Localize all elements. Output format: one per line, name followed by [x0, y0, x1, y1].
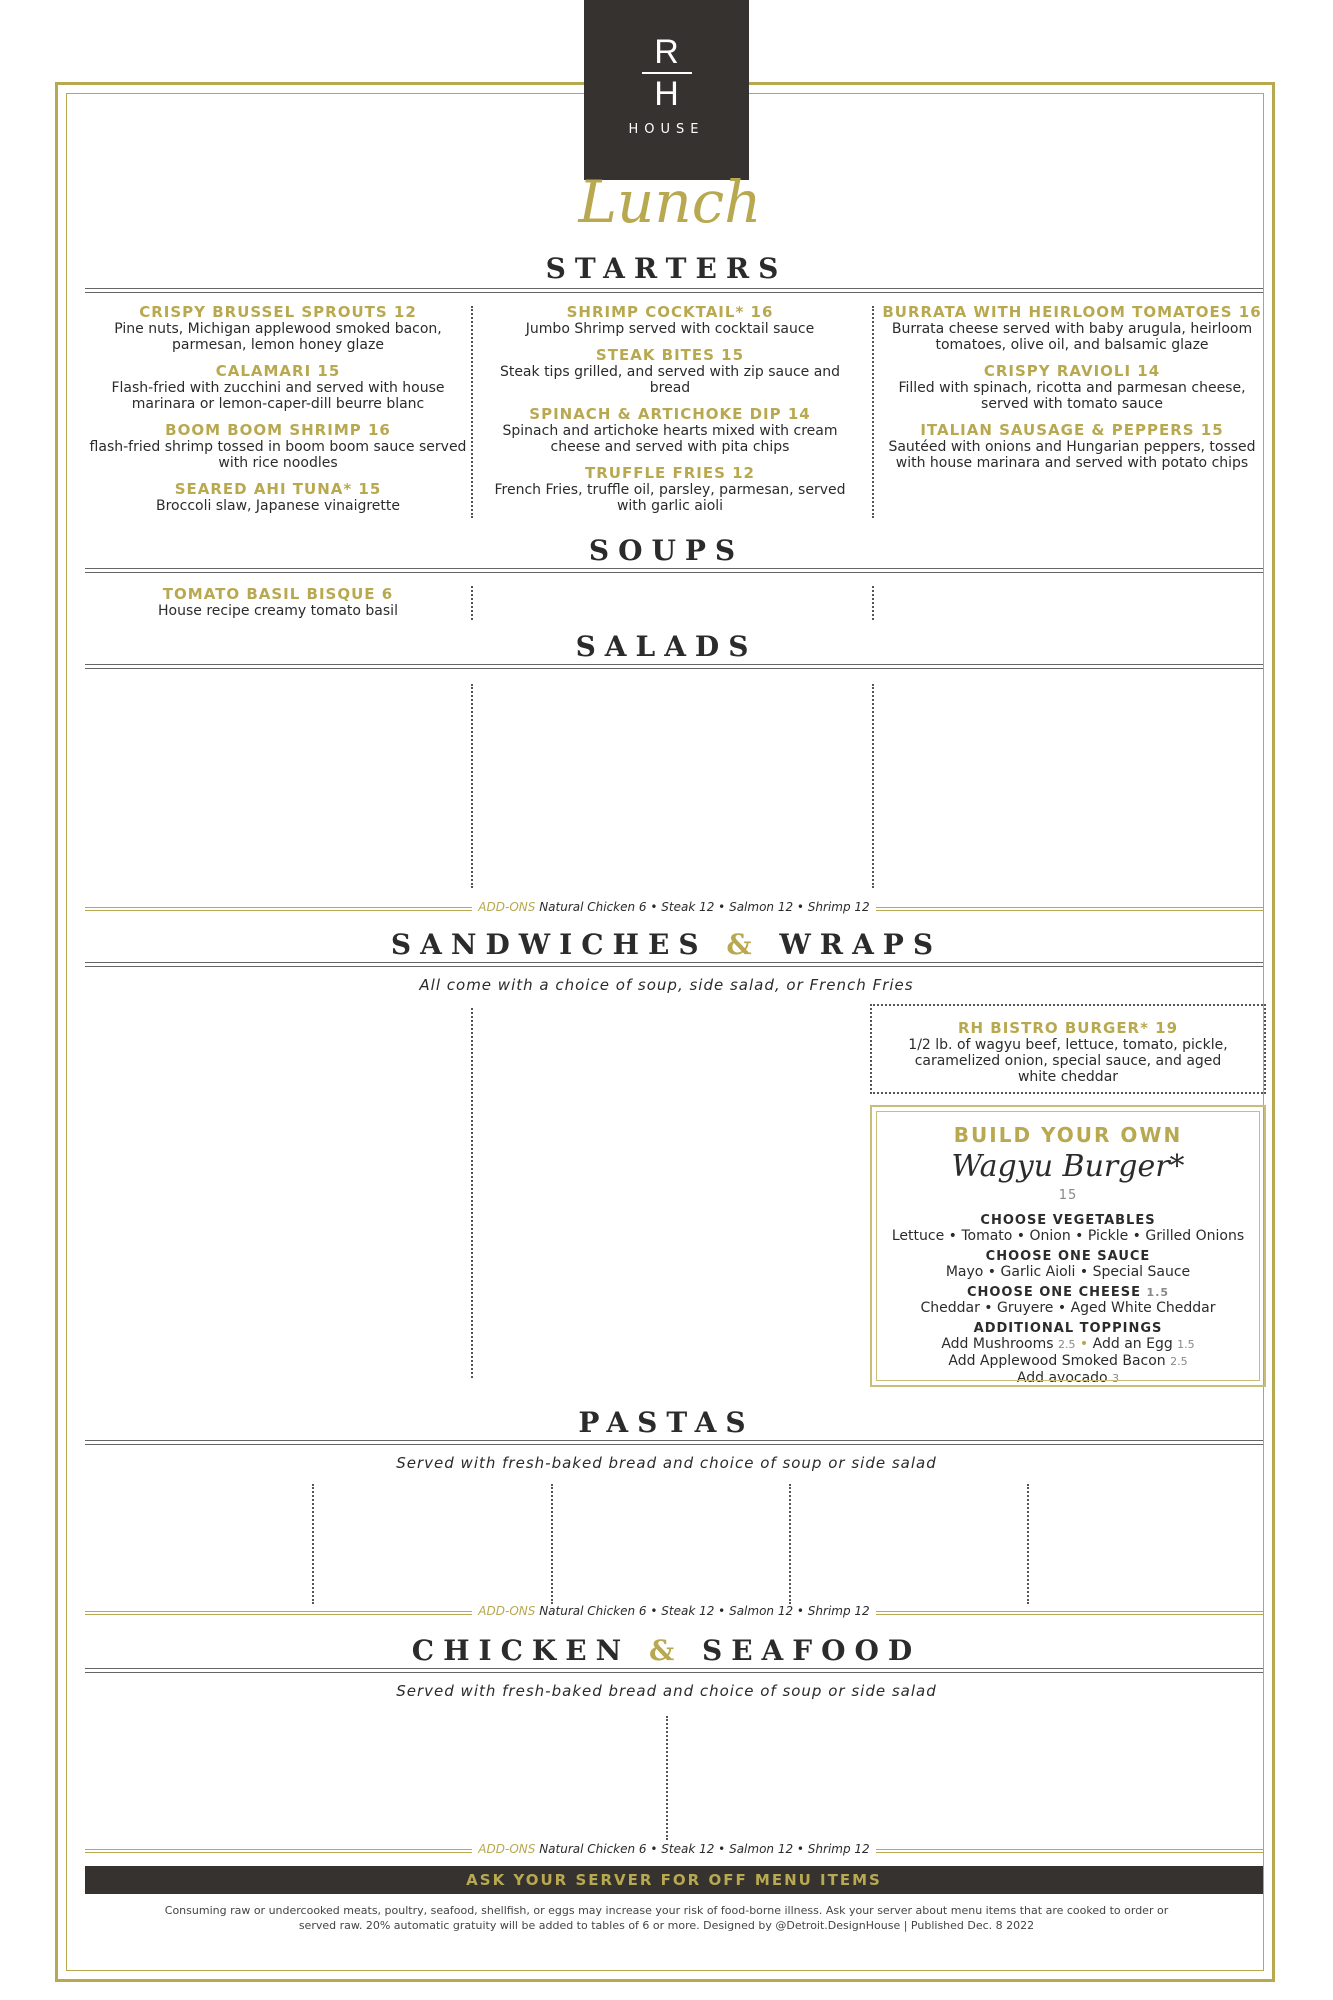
menu-item-desc: Broccoli slaw, Japanese vinaigrette: [156, 498, 400, 514]
column-divider: [471, 684, 473, 888]
byo-veg-heading: CHOOSE VEGETABLES: [980, 1213, 1156, 1228]
section-title-starters: STARTERS: [545, 252, 788, 285]
seafood-word: SEAFOOD: [701, 1634, 922, 1667]
byo-cheese-options: Cheddar • Gruyere • Aged White Cheddar: [920, 1300, 1216, 1316]
column-divider: [312, 1484, 314, 1604]
addons-text: Natural Chicken 6 • Steak 12 • Salmon 12 • Shrimp 12: [539, 1842, 870, 1856]
menu-item: [88, 363, 468, 412]
column-divider: [872, 684, 874, 888]
section-title-soups: SOUPS: [588, 534, 745, 567]
fine-print: Consuming raw or undercooked meats, poultry, seafood, shellfish, or eggs may increase your risk of food-borne illness. Ask your server about menu items that are cooked to order or served raw. 20% automatic gratuity will be added to tables of 6 or more. Designed by @Detroit.DesignHouse | Published Dec. 8 2022: [164, 1904, 1169, 1932]
byo-sauce-options: Mayo • Garlic Aioli • Special Sauce: [945, 1264, 1191, 1280]
byo-topping-line-1: Add Mushrooms 2.5 • Add an Egg 1.5: [941, 1336, 1195, 1352]
menu-item: [88, 481, 468, 514]
section-title-sandwiches: [0, 928, 1333, 961]
addons-text: Natural Chicken 6 • Steak 12 • Salmon 12 • Shrimp 12: [539, 900, 870, 914]
byo-inner-border: [876, 1111, 1260, 1381]
column-divider: [471, 586, 473, 620]
byo-script-title: Wagyu Burger*: [951, 1149, 1185, 1184]
byo-price: 15: [1058, 1188, 1078, 1203]
menu-item-name: BOOM BOOM SHRIMP 16: [165, 421, 391, 439]
byo-cheese-price: 1.5: [1146, 1286, 1170, 1299]
menu-item: [480, 406, 860, 455]
menu-item-desc: Filled with spinach, ricotta and parmesan cheese, served with tomato sauce: [898, 380, 1246, 412]
byo-cheese-heading-text: CHOOSE ONE CHEESE: [966, 1285, 1142, 1300]
menu-item-name: SPINACH & ARTICHOKE DIP 14: [529, 405, 811, 423]
byo-topping: Add avocado: [1016, 1370, 1108, 1386]
menu-item-name: SHRIMP COCKTAIL* 16: [566, 303, 774, 321]
lunch-script-title: Lunch: [578, 168, 762, 236]
column-divider: [471, 1008, 473, 1378]
bistro-burger-box: [870, 1004, 1266, 1094]
menu-item: [88, 422, 468, 471]
menu-item-name: STEAK BITES 15: [595, 346, 745, 364]
menu-item-name: ITALIAN SAUSAGE & PEPPERS 15: [920, 421, 1224, 439]
menu-item: [480, 465, 860, 514]
menu-item: [880, 304, 1264, 353]
menu-item: [880, 422, 1264, 471]
column-divider: [789, 1484, 791, 1604]
column-divider: [551, 1484, 553, 1604]
byo-topping-price: 2.5: [1057, 1338, 1076, 1351]
column-divider: [1027, 1484, 1029, 1604]
ampersand: &: [648, 1634, 684, 1667]
section-rule: [85, 288, 1263, 293]
byo-topping-price: 3: [1112, 1372, 1120, 1385]
menu-item: [880, 363, 1264, 412]
logo-r: R: [654, 33, 679, 71]
byo-topping: Add an Egg: [1092, 1336, 1173, 1352]
chicken-note: Served with fresh-baked bread and choice of soup or side salad: [396, 1682, 937, 1700]
byo-topping: Add Applewood Smoked Bacon: [948, 1353, 1166, 1369]
menu-item-name: BURRATA WITH HEIRLOOM TOMATOES 16: [882, 303, 1262, 321]
menu-item-name: TOMATO BASIL BISQUE 6: [162, 585, 394, 603]
menu-item-desc: Spinach and artichoke hearts mixed with cream cheese and served with pita chips: [502, 423, 838, 455]
section-rule: [85, 1668, 1263, 1673]
menu-item-name: CRISPY RAVIOLI 14: [983, 362, 1161, 380]
addons-label: ADD-ONS: [478, 900, 536, 914]
column-divider: [872, 586, 874, 620]
logo-house: HOUSE: [628, 122, 705, 137]
logo-divider: [642, 72, 692, 74]
starters-column-3: [880, 304, 1264, 481]
menu-item-desc: House recipe creamy tomato basil: [158, 603, 398, 619]
starters-column-1: [88, 304, 468, 524]
section-rule: [85, 568, 1263, 573]
bistro-desc: 1/2 lb. of wagyu beef, lettuce, tomato, pickle, caramelized onion, special sauce, and aged white cheddar: [908, 1037, 1228, 1085]
menu-item-name: TRUFFLE FRIES 12: [584, 464, 755, 482]
section-title-pastas: PASTAS: [578, 1406, 755, 1439]
menu-item-desc: Jumbo Shrimp served with cocktail sauce: [525, 321, 815, 337]
starters-column-2: [480, 304, 860, 524]
byo-toppings-heading: ADDITIONAL TOPPINGS: [973, 1321, 1163, 1336]
menu-item-desc: Sautéed with onions and Hungarian peppers, tossed with house marinara and served with potato chips: [888, 439, 1256, 471]
sandwich-note: All come with a choice of soup, side salad, or French Fries: [419, 976, 914, 994]
rh-house-logo: [584, 0, 749, 180]
menu-item: [88, 586, 468, 619]
menu-item-desc: Burrata cheese served with baby arugula, heirloom tomatoes, olive oil, and balsamic glaze: [891, 321, 1253, 353]
bistro-name: RH BISTRO BURGER* 19: [957, 1019, 1179, 1037]
column-divider: [471, 306, 473, 518]
addons-bar: [85, 1604, 1263, 1618]
menu-item-desc: Steak tips grilled, and served with zip sauce and bread: [499, 364, 841, 396]
byo-sauce-heading: CHOOSE ONE SAUCE: [985, 1249, 1151, 1264]
byo-veg-options: Lettuce • Tomato • Onion • Pickle • Grilled Onions: [891, 1228, 1245, 1244]
logo-h: H: [654, 75, 679, 113]
menu-item-desc: Pine nuts, Michigan applewood smoked bacon, parmesan, lemon honey glaze: [114, 321, 442, 353]
build-your-own-box: [870, 1105, 1266, 1387]
byo-topping-price: 1.5: [1177, 1338, 1195, 1351]
column-divider: [872, 306, 874, 518]
menu-item-name: SEARED AHI TUNA* 15: [174, 480, 382, 498]
menu-item: [480, 347, 860, 396]
menu-item-name: CRISPY BRUSSEL SPROUTS 12: [139, 303, 417, 321]
addons-bar: [85, 900, 1263, 914]
menu-item-desc: French Fries, truffle oil, parsley, parmesan, served with garlic aioli: [494, 482, 846, 514]
off-menu-banner: ASK YOUR SERVER FOR OFF MENU ITEMS: [85, 1866, 1263, 1894]
section-rule: [85, 664, 1263, 669]
soup-item: [88, 586, 468, 629]
section-title-salads: SALADS: [575, 630, 758, 663]
addons-text: Natural Chicken 6 • Steak 12 • Salmon 12 • Shrimp 12: [539, 1604, 870, 1618]
column-divider: [666, 1716, 668, 1840]
menu-item-desc: Flash-fried with zucchini and served with house marinara or lemon-caper-dill beurre blanc: [111, 380, 445, 412]
menu-item: [480, 304, 860, 337]
ampersand: &: [726, 928, 761, 961]
byo-topping-price: 2.5: [1170, 1355, 1188, 1368]
section-rule: [85, 1440, 1263, 1445]
section-rule: [85, 962, 1263, 967]
sandwiches-word: SANDWICHES: [390, 928, 708, 961]
pasta-note: Served with fresh-baked bread and choice of soup or side salad: [396, 1454, 937, 1472]
addons-label: ADD-ONS: [478, 1604, 536, 1618]
addons-bar: [85, 1842, 1263, 1856]
section-title-chicken-seafood: [0, 1634, 1333, 1667]
chicken-word: CHICKEN: [411, 1634, 631, 1667]
menu-item-desc: flash-fried shrimp tossed in boom boom sauce served with rice noodles: [89, 439, 467, 471]
byo-topping: Add Mushrooms: [941, 1336, 1054, 1352]
wraps-word: WRAPS: [779, 928, 943, 961]
menu-item-name: CALAMARI 15: [215, 362, 341, 380]
menu-item: [88, 304, 468, 353]
byo-title: BUILD YOUR OWN: [953, 1123, 1183, 1147]
addons-label: ADD-ONS: [478, 1842, 536, 1856]
